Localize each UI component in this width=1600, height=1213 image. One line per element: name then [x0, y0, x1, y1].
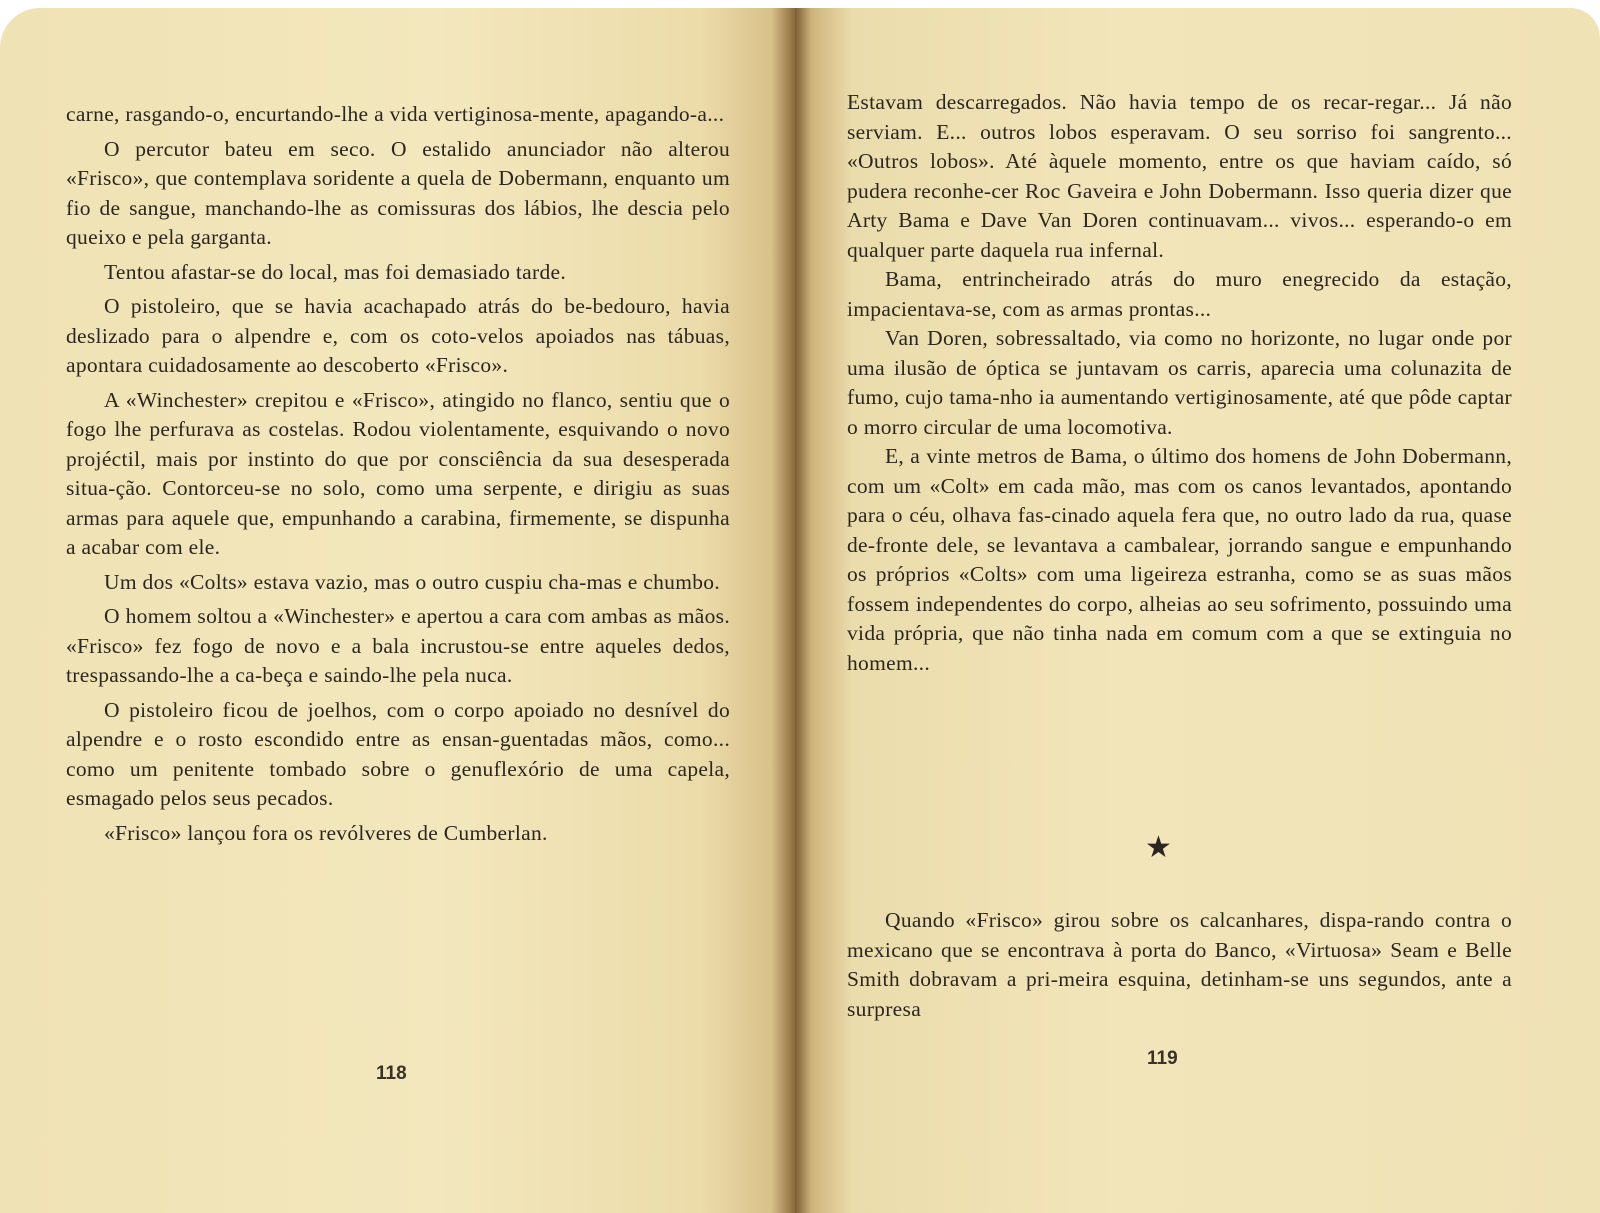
left-page-text — [66, 100, 730, 853]
paragraph: carne, rasgando-o, encurtando-lhe a vida vertiginosa-mente, apagando-a... — [66, 102, 725, 126]
right-page — [795, 8, 1600, 1213]
paragraph: Um dos «Colts» estava vazio, mas o outro cuspiu cha-mas e chumbo. — [104, 569, 721, 594]
paragraph: O pistoleiro, que se havia acachapado atrás do be-bedouro, havia deslizado para o alpendre e, com os coto-velos apoiados nas tábuas, apontara cuidadosamente ao descoberto «Frisco». — [66, 294, 730, 377]
paragraph: O homem soltou a «Winchester» e apertou a cara com ambas as mãos. «Frisco» fez fogo de novo e a bala incrustou-se entre aqueles dedos, trespassando-lhe a ca-beça e saindo-lhe pela nuca. — [66, 604, 730, 687]
paragraph: Tentou afastar-se do local, mas foi demasiado tarde. — [104, 259, 567, 284]
paragraph: O percutor bateu em seco. O estalido anunciador não alterou «Frisco», que contemplava soridente a quela de Dobermann, enquanto um fio de sangue, manchando-lhe as comissuras dos lábios, lhe descia pelo queixo e pela garganta. — [66, 136, 730, 249]
right-page-text-after-break — [847, 906, 1512, 1024]
right-page-text — [847, 88, 1512, 678]
left-page — [0, 8, 795, 1213]
paragraph: A «Winchester» crepitou e «Frisco», atingido no flanco, sentiu que o fogo lhe perfurava as costelas. Rodou violentamente, esquivando o novo projéctil, mais por instinto do que por consciência da sua desesperada situa-ção. Contorceu-se no solo, como uma serpente, e dirigiu as suas armas para aquele que, empunhando a carabina, firmemente, se dispunha a acabar com ele. — [66, 387, 730, 559]
paragraph: Bama, entrincheirado atrás do muro enegrecido da estação, impacientava-se, com as armas prontas... — [847, 267, 1512, 321]
paragraph: Van Doren, sobressaltado, via como no horizonte, no lugar onde por uma ilusão de óptica se juntavam os carris, aparecia uma colunazita de fumo, cujo tama-nho ia aumentando vertiginosamente, até que pôde captar o morro circular de uma locomotiva. — [847, 326, 1512, 439]
section-break-star-icon: ★ — [1145, 830, 1172, 865]
page-number-right: 119 — [1147, 1048, 1178, 1069]
paragraph: Estavam descarregados. Não havia tempo de os recar-regar... Já não serviam. E... outros lobos esperavam. O seu sorriso foi sangrento... «Outros lobos». Até àquele momento, entre os que haviam caído, só pudera reconhe-cer Roc Gaveira e John Dobermann. Isso queria dizer que Arty Bama e Dave Van Doren continuavam... vivos... esperando-o em qualquer parte daquela rua infernal. — [847, 90, 1512, 262]
paragraph: O pistoleiro ficou de joelhos, com o corpo apoiado no desnível do alpendre e o rosto escondido entre as ensan-guentadas mãos, como... como um penitente tombado sobre o genuflexório de uma capela, esmagado pelos seus pecados. — [66, 697, 730, 810]
paragraph: «Frisco» lançou fora os revólveres de Cumberlan. — [104, 820, 548, 845]
paragraph: Quando «Frisco» girou sobre os calcanhares, dispa-rando contra o mexicano que se encontrava à porta do Banco, «Virtuosa» Seam e Belle Smith dobravam a pri-meira esquina, detinham-se uns segundos, ante a surpresa — [847, 908, 1512, 1021]
page-number-left: 118 — [376, 1063, 407, 1084]
paragraph: E, a vinte metros de Bama, o último dos homens de John Dobermann, com um «Colt» em cada mão, mas com os canos levantados, apontando para o céu, olhava fas-cinado aquela fera que, no outro lado da rua, quase de-fronte dele, se levantava a cambalear, jorrando sangue e empunhando os próprios «Colts» com uma ligeireza estranha, como se as suas mãos fossem independentes do corpo, alheias ao seu sofrimento, possuindo uma vida própria, que não tinha nada em comum com a que se extinguia no homem... — [847, 444, 1512, 675]
